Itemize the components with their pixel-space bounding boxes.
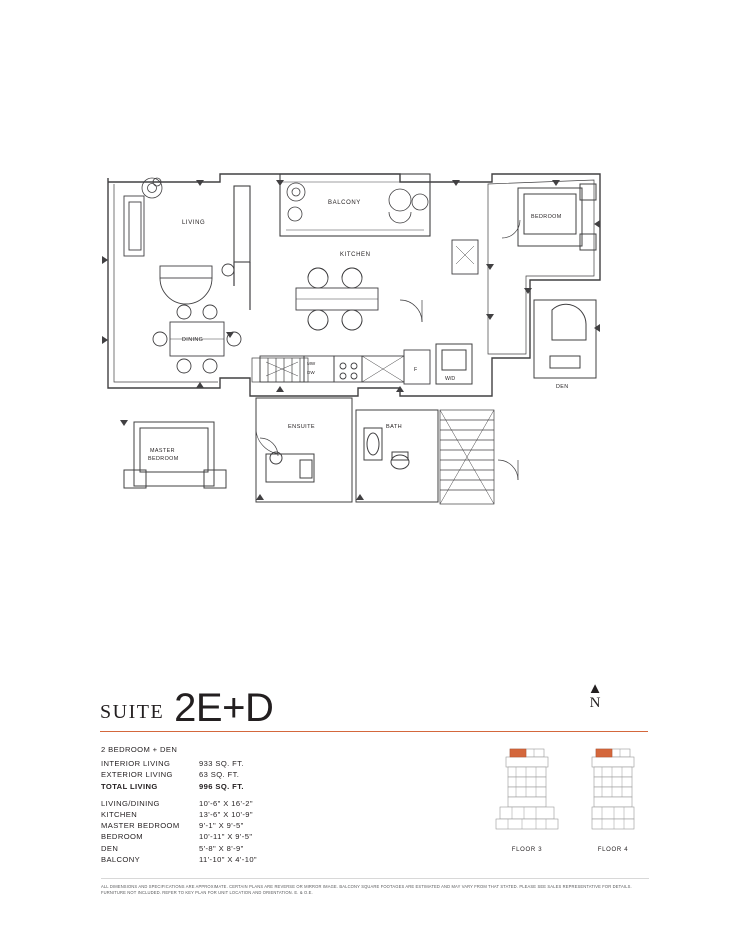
dimension-label-balcony: BALCONY xyxy=(101,854,141,864)
area-row-exterior xyxy=(101,769,401,780)
compass xyxy=(575,680,615,711)
dimension-label-bedroom: BEDROOM xyxy=(101,832,144,842)
dimension-label-den: DEN xyxy=(101,843,119,853)
dimension-label-living-dining: LIVING/DINING xyxy=(101,798,160,808)
dimension-label-kitchen: KITCHEN xyxy=(101,810,138,820)
appliance-label-dw: DW xyxy=(307,370,315,375)
dimension-value-living-dining: 10'-6" X 16'-2" xyxy=(199,798,253,808)
dimension-value-den: 5'-8" X 8'-9" xyxy=(199,843,244,853)
compass-north-label: N xyxy=(589,695,601,711)
area-row-total xyxy=(101,781,401,792)
key-plans xyxy=(492,745,648,853)
dimension-value-kitchen: 13'-6" X 10'-9" xyxy=(199,810,253,820)
room-label-ensuite: ENSUITE xyxy=(288,424,316,430)
dimension-value-bedroom: 10'-11" X 9'-5" xyxy=(199,832,253,842)
room-label-bath: BATH xyxy=(386,424,403,430)
suite-name-label: 2E+D xyxy=(174,686,274,730)
appliance-label-mw: MW xyxy=(307,361,316,366)
key-plan-label-floor-3: FLOOR 3 xyxy=(511,847,543,853)
suite-specs xyxy=(101,744,401,865)
room-label-master-1: MASTER xyxy=(150,448,175,454)
dimension-value-balcony: 11'-10" X 4'-10" xyxy=(199,854,258,864)
room-label-balcony: BALCONY xyxy=(328,200,361,206)
suite-heading xyxy=(100,680,648,728)
room-label-dining: DINING xyxy=(182,337,204,343)
dimension-label-master-bedroom: MASTER BEDROOM xyxy=(101,821,180,831)
suite-type-label: 2 BEDROOM + DEN xyxy=(101,745,178,754)
area-value-exterior: 63 SQ. FT. xyxy=(199,770,240,780)
room-label-living: LIVING xyxy=(182,220,206,226)
dimension-row-living-dining xyxy=(101,798,401,809)
room-label-master-2: BEDROOM xyxy=(148,456,179,462)
area-value-total: 996 SQ. FT. xyxy=(199,781,244,791)
appliance-label-fridge: F xyxy=(414,367,418,373)
room-label-kitchen: KITCHEN xyxy=(340,252,371,258)
key-plan-floor-3-diagram xyxy=(492,745,562,839)
suite-prefix-label: SUITE xyxy=(100,701,165,723)
floorplan-svg xyxy=(100,160,640,560)
key-plan-label-floor-4: FLOOR 4 xyxy=(597,847,629,853)
area-label-total: TOTAL LIVING xyxy=(101,781,158,791)
dimension-value-master-bedroom: 9'-1" X 9'-5" xyxy=(199,821,244,831)
key-plan-floor-4-diagram xyxy=(578,745,648,839)
dimension-row-bedroom xyxy=(101,831,401,842)
key-plan-floor-3 xyxy=(492,745,562,853)
area-label-exterior: EXTERIOR LIVING xyxy=(101,770,173,780)
area-value-interior: 933 SQ. FT. xyxy=(199,759,244,769)
accent-divider xyxy=(100,731,648,732)
room-label-bedroom: BEDROOM xyxy=(531,214,562,220)
disclaimer-text: ALL DIMENSIONS AND SPECIFICATIONS ARE APPROXIMATE. CERTAIN PLANS ARE REVERSE OR MIRROR IMAGE. BALCONY SQUARE FOOTAGES ARE ESTIMATED AND MAY VARY FROM THAT STATED. PLEASE SEE SALES REPRESENTATIVE FOR DETAILS. FURNITURE NOT INCLUDED. REFER TO KEY PLAN FOR UNIT LOCATION AND ORIENTATION. E. & O.E. xyxy=(101,878,649,896)
room-label-den: DEN xyxy=(556,384,569,390)
dimension-row-balcony xyxy=(101,854,401,865)
area-row-interior xyxy=(101,758,401,769)
dimension-row-kitchen xyxy=(101,809,401,820)
dimension-row-master-bedroom xyxy=(101,820,401,831)
area-label-interior: INTERIOR LIVING xyxy=(101,759,171,769)
title-block xyxy=(100,680,648,728)
key-plan-floor-4 xyxy=(578,745,648,853)
compass-arrow-icon: ▲ xyxy=(587,680,603,697)
dimension-row-den xyxy=(101,843,401,854)
room-label-wd: W/D xyxy=(445,376,456,382)
floorplan-drawing xyxy=(100,160,640,560)
